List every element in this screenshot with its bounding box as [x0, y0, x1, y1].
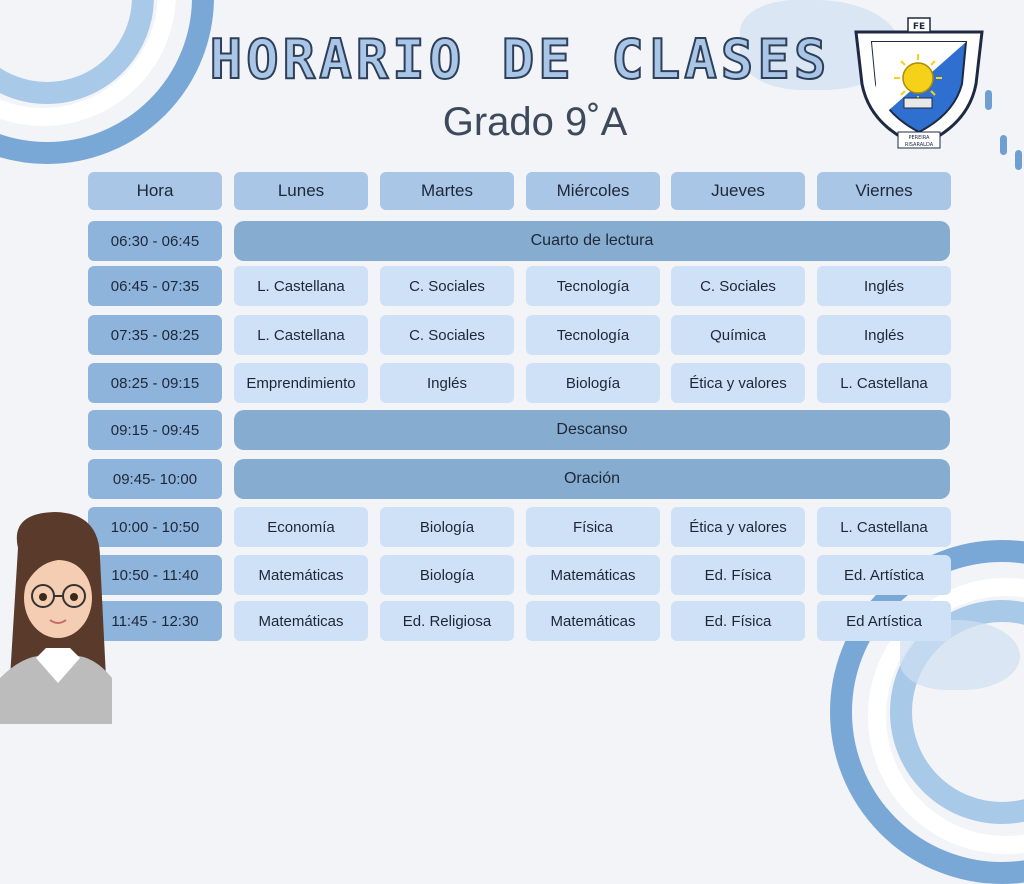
- header-day: Lunes: [234, 172, 368, 210]
- svg-text:RISARALDA: RISARALDA: [904, 142, 934, 148]
- subject-cell: Economía: [234, 507, 368, 547]
- subject-cell: L. Castellana: [234, 266, 368, 306]
- school-crest-logo: [850, 14, 988, 149]
- subject-cell: L. Castellana: [817, 363, 951, 403]
- header-day: Jueves: [671, 172, 805, 210]
- time-slot: 10:00 - 10:50: [88, 507, 222, 547]
- subject-cell: Inglés: [380, 363, 514, 403]
- subject-cell: Ed. Física: [671, 601, 805, 641]
- header-day: Martes: [380, 172, 514, 210]
- subject-cell: Inglés: [817, 266, 951, 306]
- subject-cell: Ed. Artística: [817, 555, 951, 595]
- time-slot: 06:45 - 07:35: [88, 266, 222, 306]
- subject-cell: Biología: [380, 555, 514, 595]
- teacher-avatar-illustration: [0, 508, 120, 724]
- subject-cell: Matemáticas: [234, 555, 368, 595]
- time-slot: 11:45 - 12:30: [88, 601, 222, 641]
- page-subtitle: Grado 9˚A: [442, 100, 628, 144]
- subject-cell: Emprendimiento: [234, 363, 368, 403]
- subject-cell: Biología: [526, 363, 660, 403]
- subject-cell: Ed. Física: [671, 555, 805, 595]
- subject-cell: Biología: [380, 507, 514, 547]
- time-slot: 07:35 - 08:25: [88, 315, 222, 355]
- subject-cell: C. Sociales: [380, 266, 514, 306]
- subject-cell: Ed Artística: [817, 601, 951, 641]
- page-title: HORARIO DE CLASES: [209, 28, 831, 91]
- subject-cell: Ética y valores: [671, 507, 805, 547]
- subject-cell: Tecnología: [526, 266, 660, 306]
- subject-cell: Matemáticas: [526, 601, 660, 641]
- decor-dash: [1015, 150, 1022, 170]
- subject-cell: C. Sociales: [380, 315, 514, 355]
- time-slot: 09:45- 10:00: [88, 459, 222, 499]
- time-slot: 06:30 - 06:45: [88, 221, 222, 261]
- svg-text:FE: FE: [912, 22, 926, 32]
- header-day: Viernes: [817, 172, 951, 210]
- subject-cell: Ética y valores: [671, 363, 805, 403]
- subject-cell: Inglés: [817, 315, 951, 355]
- header-hour: Hora: [88, 172, 222, 210]
- svg-text:PEREIRA: PEREIRA: [908, 135, 930, 141]
- time-slot: 08:25 - 09:15: [88, 363, 222, 403]
- subject-cell: Física: [526, 507, 660, 547]
- header-day: Miércoles: [526, 172, 660, 210]
- subject-cell: Ed. Religiosa: [380, 601, 514, 641]
- full-width-activity: Descanso: [234, 410, 950, 450]
- time-slot: 09:15 - 09:45: [88, 410, 222, 450]
- subject-cell: Tecnología: [526, 315, 660, 355]
- subject-cell: L. Castellana: [817, 507, 951, 547]
- time-slot: 10:50 - 11:40: [88, 555, 222, 595]
- full-width-activity: Cuarto de lectura: [234, 221, 950, 261]
- subject-cell: Matemáticas: [526, 555, 660, 595]
- full-width-activity: Oración: [234, 459, 950, 499]
- subject-cell: Química: [671, 315, 805, 355]
- subject-cell: L. Castellana: [234, 315, 368, 355]
- subject-cell: Matemáticas: [234, 601, 368, 641]
- subject-cell: C. Sociales: [671, 266, 805, 306]
